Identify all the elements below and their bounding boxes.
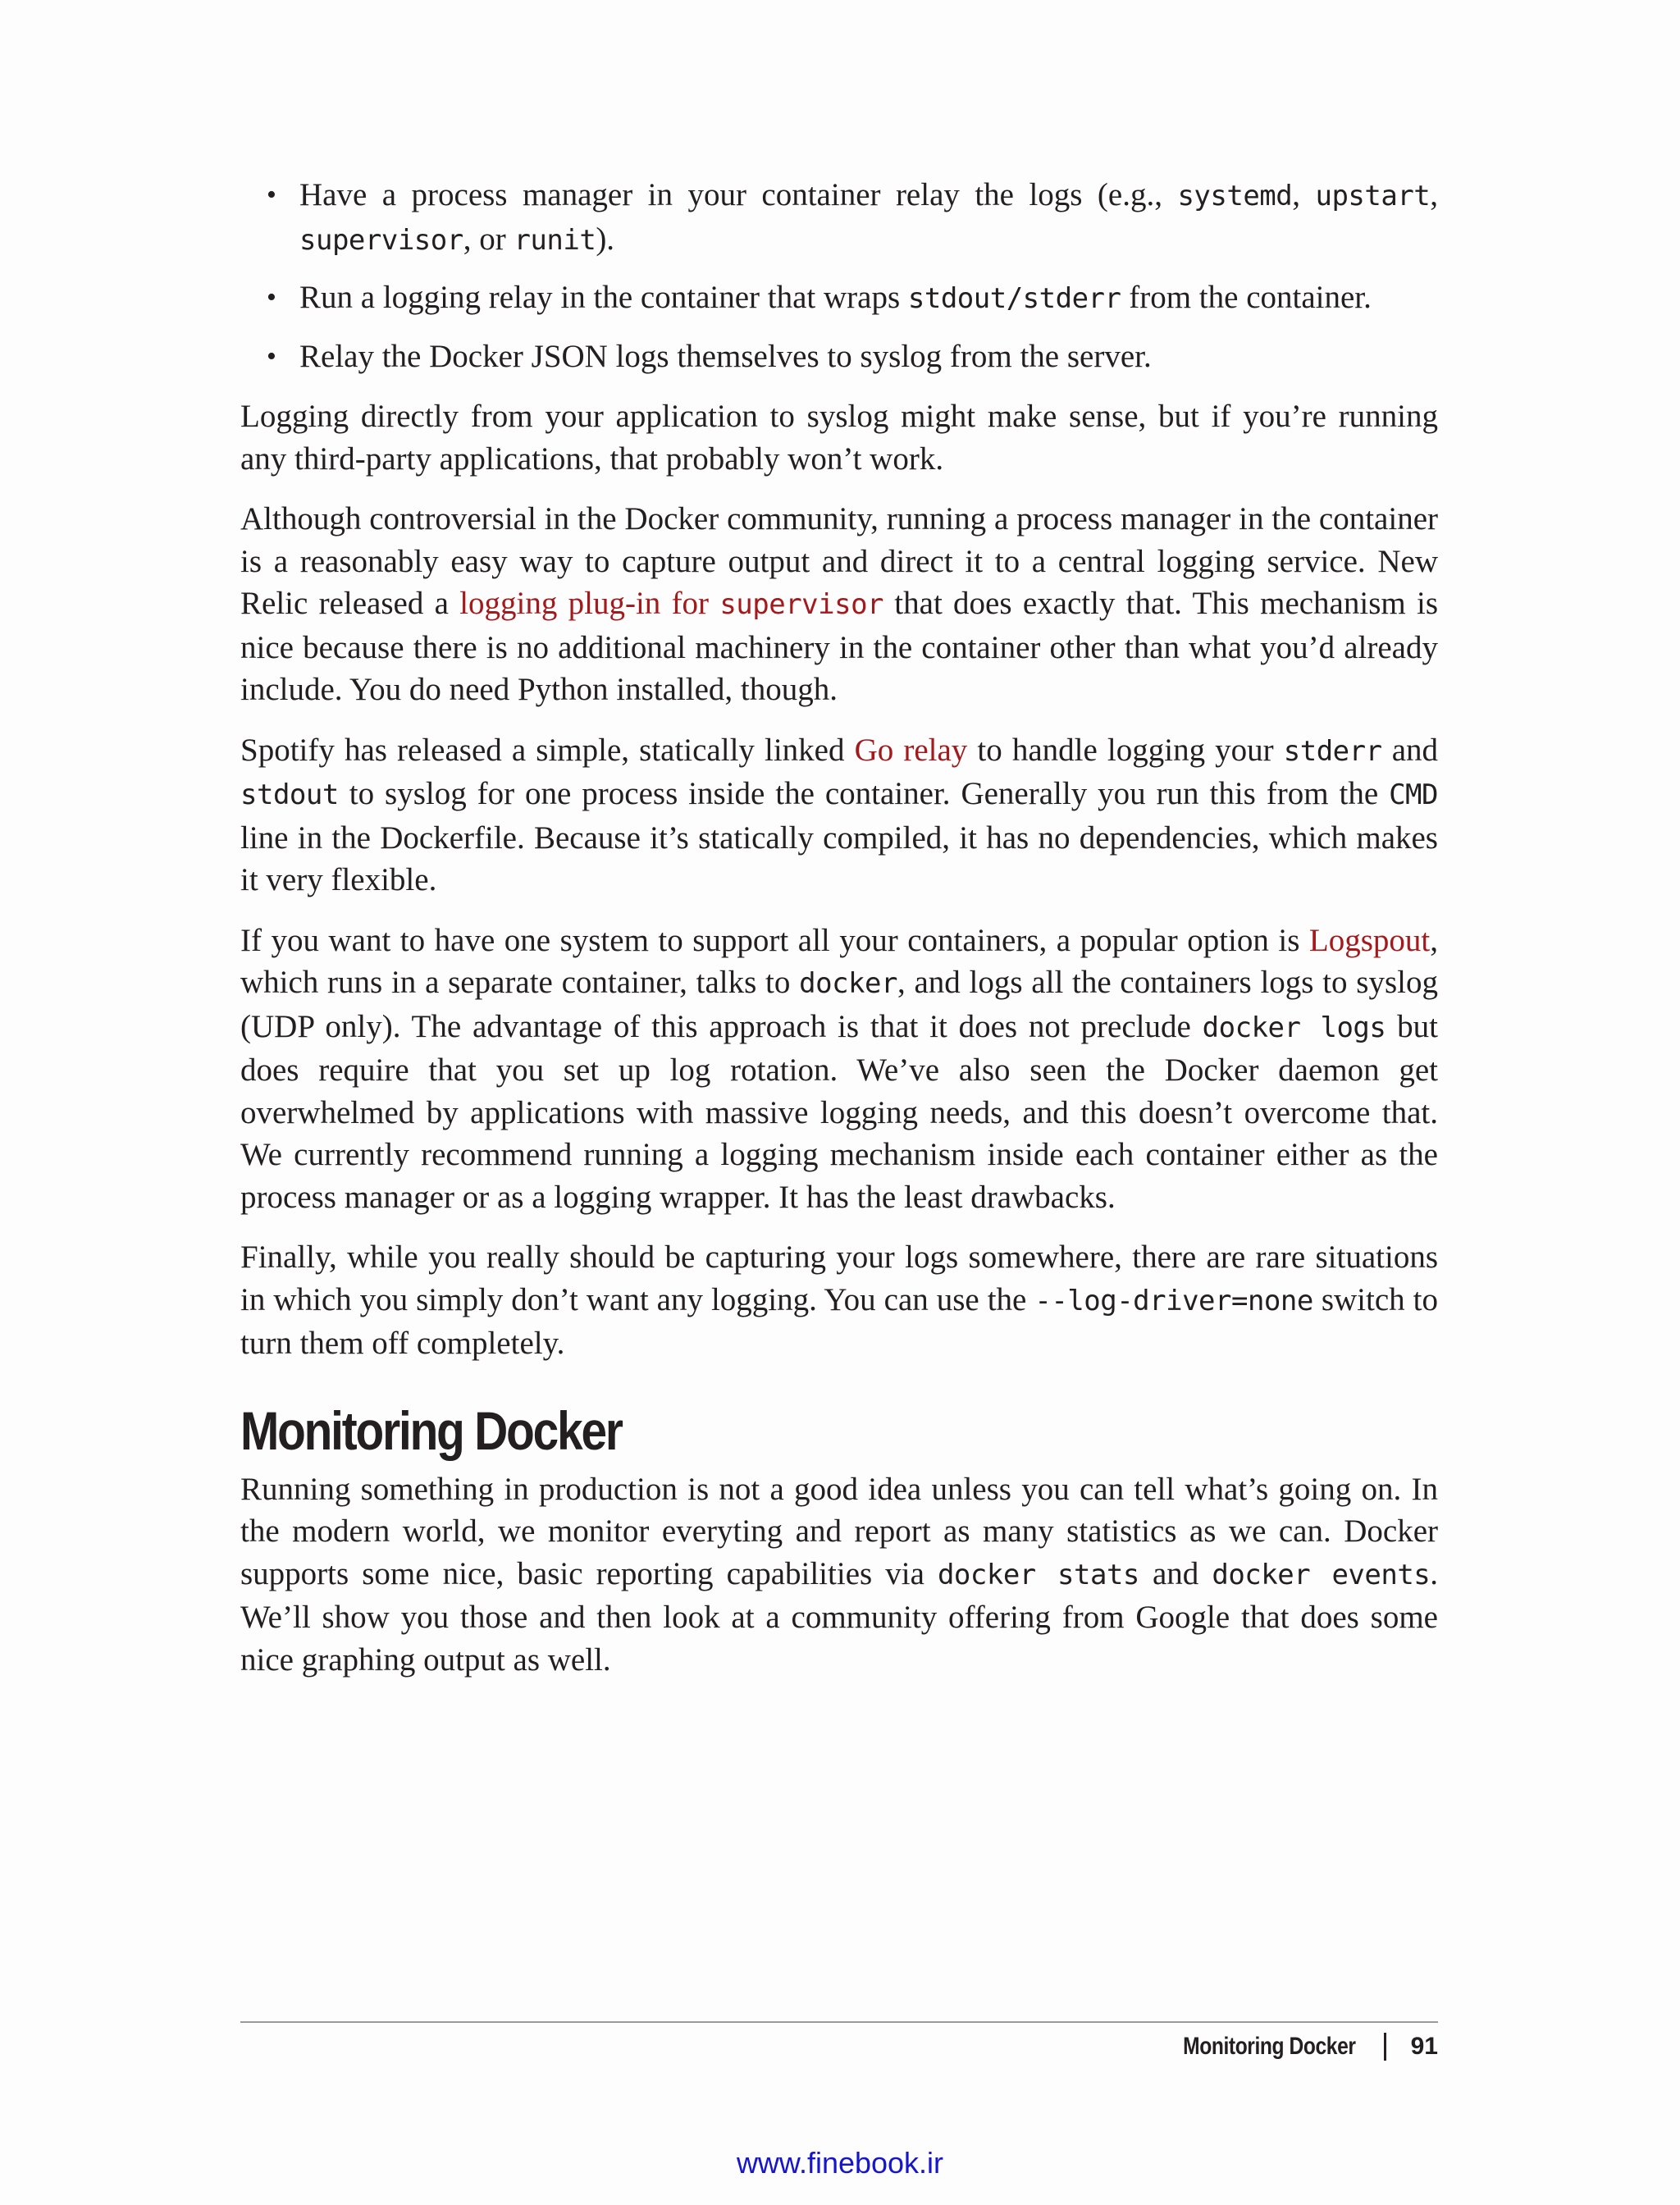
inline-code: --log-driver=none xyxy=(1034,1284,1313,1317)
inline-code: stdout/stderr xyxy=(907,282,1121,315)
page-number: 91 xyxy=(1410,2033,1438,2060)
page-content xyxy=(240,174,1438,1681)
footer-divider xyxy=(240,2021,1438,2023)
page-footer xyxy=(1145,2033,1438,2061)
footer-section-title: Monitoring Docker xyxy=(1183,2033,1356,2060)
inline-code: docker xyxy=(799,967,897,1000)
inline-code: docker events xyxy=(1212,1558,1431,1591)
inline-code: stdout xyxy=(240,778,339,811)
logspout-link[interactable]: Logspout xyxy=(1308,922,1431,958)
go-relay-link[interactable]: Go relay xyxy=(854,732,968,768)
list-item: • Relay the Docker JSON logs themselves to syslog from the server. xyxy=(240,336,1438,378)
inline-code: docker logs xyxy=(1202,1011,1386,1044)
bullet-list xyxy=(240,174,1438,377)
inline-code: upstart xyxy=(1315,180,1431,212)
paragraph-logspout: If you want to have one system to support all your containers, a popular option is Logspout, which runs in a separate container, talks to docker, and logs all the containers logs to syslog (UDP only). The advantage of this approach is that it does not preclude docker logs but does require that you set up log rotation. We’ve also seen the Docker daemon get overwhelmed by applications with massive logging needs, and this doesn’t overcome that. We currently recommend running a logging mechanism inside each container either as the process manager or as a logging wrapper. It has the least drawbacks. xyxy=(240,922,1439,1215)
paragraph-process-manager: Although controversial in the Docker community, running a process manager in the container is a reasonably easy way to capture output and direct it to a central logging service. New Relic released a logging plug-in for supervisor that does exactly that. This mechanism is nice because there is no additional machinery in the container other than what you’d already include. You do need Python installed, though. xyxy=(240,501,1439,707)
logging-plugin-link[interactable]: logging plug-in for supervisor xyxy=(459,586,884,621)
paragraph-log-driver-none: Finally, while you really should be capturing your logs somewhere, there are rare situations in which you simply don’t want any logging. You can use the --log-driver=none switch to turn them off completely. xyxy=(240,1239,1438,1361)
inline-code: supervisor xyxy=(299,223,463,257)
watermark-link[interactable]: www.finebook.ir xyxy=(736,2146,944,2180)
list-item: • Have a process manager in your container relay the logs (e.g., systemd, upstart, supervisor, or runit). xyxy=(240,174,1438,262)
inline-code: systemd xyxy=(1177,180,1293,212)
footer-separator xyxy=(1384,2033,1386,2061)
section-heading: Monitoring Docker xyxy=(240,1399,622,1461)
paragraph-logging-directly: Logging directly from your application to syslog might make sense, but if you’re running any third-party applications, that probably won’t work. xyxy=(240,399,1438,477)
inline-code: CMD xyxy=(1389,778,1438,811)
paragraph-spotify: Spotify has released a simple, statically linked Go relay to handle logging your stderr and stdout to syslog for one process inside the container. Generally you run this from the CMD line in the Dockerfile. Because it’s statically compiled, it has no dependencies, which makes it very flexible. xyxy=(240,732,1439,897)
inline-code: runit xyxy=(514,223,596,257)
paragraph-monitoring-intro: Running something in production is not a good idea unless you can tell what’s going on. In the modern world, we monitor everyting and report as many statistics as we can. Docker supports some nice, basic reporting capabilities via docker stats and docker events. We’ll show you those and then look at a community offering from Google that does some nice graphing output as well. xyxy=(240,1471,1439,1678)
list-item: • Run a logging relay in the container that wraps stdout/stderr from the container. xyxy=(240,276,1438,321)
inline-code: stderr xyxy=(1283,734,1382,768)
inline-code: supervisor xyxy=(719,588,884,621)
inline-code: docker stats xyxy=(937,1558,1139,1591)
